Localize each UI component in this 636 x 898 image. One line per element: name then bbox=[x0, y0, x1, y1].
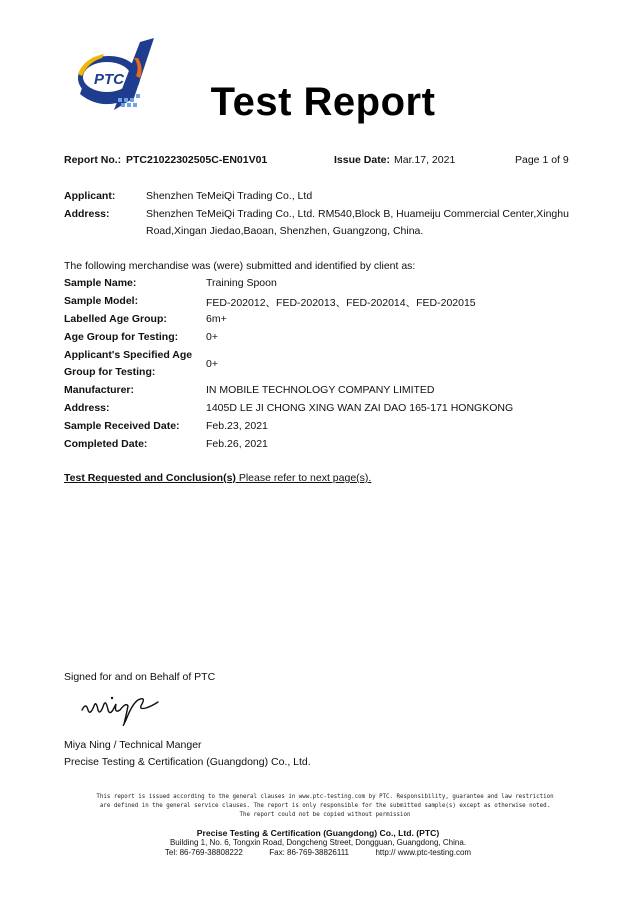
field-value: 0+ bbox=[206, 331, 218, 343]
footer-fax: Fax: 86-769-38826111 bbox=[269, 848, 349, 857]
disclaimer bbox=[60, 793, 590, 820]
field-label-continued: Group for Testing: bbox=[64, 366, 156, 378]
report-no-value: PTC21022302505C-EN01V01 bbox=[126, 154, 268, 166]
field-value: Feb.23, 2021 bbox=[206, 420, 268, 432]
footer bbox=[0, 828, 636, 858]
logo-text: PTC bbox=[94, 71, 124, 88]
page-title: Test Report bbox=[210, 80, 436, 124]
field-value: 6m+ bbox=[206, 313, 227, 325]
conclusion-line bbox=[64, 472, 371, 484]
field-label: Age Group for Testing: bbox=[64, 331, 179, 343]
signer-name: Miya Ning / Technical Manger bbox=[64, 739, 202, 751]
disclaimer-line: are defined in the general service clauses. The report is only responsible for the submitted sample(s) except as otherwise noted. bbox=[99, 803, 551, 809]
field-value: 1405D LE JI CHONG XING WAN ZAI DAO 165-171 HONGKONG bbox=[206, 402, 514, 414]
conclusion-text: Please refer to next page(s). bbox=[235, 472, 372, 484]
issue-date-value: Mar.17, 2021 bbox=[394, 154, 456, 166]
field-value: Feb.26, 2021 bbox=[206, 438, 268, 450]
report-no-label: Report No.: bbox=[64, 154, 122, 166]
intro-text: The following merchandise was (were) submitted and identified by client as: bbox=[64, 260, 416, 272]
applicant-label: Applicant: bbox=[64, 190, 116, 202]
field-value: FED-202012、FED-202013、FED-202014、FED-202015 bbox=[206, 297, 476, 309]
field-label: Address: bbox=[64, 402, 110, 414]
field-label: Sample Name: bbox=[64, 277, 137, 289]
footer-web[interactable]: http:// www.ptc-testing.com bbox=[375, 848, 472, 857]
field-label: Sample Received Date: bbox=[64, 420, 180, 432]
footer-address: Building 1, No. 6, Tongxin Road, Dongcheng Street, Dongguan, Guangdong, China. bbox=[169, 838, 467, 847]
issue-date-label: Issue Date: bbox=[334, 154, 391, 166]
field-value: 0+ bbox=[206, 358, 218, 370]
applicant-address-label: Address: bbox=[64, 208, 110, 220]
conclusion-label: Test Requested and Conclusion(s) bbox=[64, 472, 236, 484]
disclaimer-line: The report could not be copied without permission bbox=[239, 812, 411, 818]
disclaimer-line: This report is issued according to the general clauses in www.ptc-testing.com by PTC. Responsibility, guarantee and law restriction bbox=[96, 794, 554, 800]
applicant-address-line1: Shenzhen TeMeiQi Trading Co., Ltd. RM540,Block B, Huameiju Commercial Center,Xinghu bbox=[146, 208, 569, 220]
applicant-address-line2: Road,Xingan Jiedao,Baoan, Shenzhen, Guangzong, China. bbox=[146, 225, 424, 237]
footer-contact bbox=[0, 848, 636, 858]
signed-for-text: Signed for and on Behalf of PTC bbox=[64, 671, 216, 683]
applicant-value: Shenzhen TeMeiQi Trading Co., Ltd bbox=[146, 190, 313, 202]
field-value: Training Spoon bbox=[206, 277, 277, 289]
field-label: Completed Date: bbox=[64, 438, 148, 450]
field-label: Manufacturer: bbox=[64, 384, 135, 396]
page-number: Page 1 of 9 bbox=[515, 154, 569, 166]
handwritten-signature bbox=[76, 680, 166, 728]
signer-company: Precise Testing & Certification (Guangdong) Co., Ltd. bbox=[64, 756, 311, 768]
field-label: Labelled Age Group: bbox=[64, 313, 167, 325]
field-value: IN MOBILE TECHNOLOGY COMPANY LIMITED bbox=[206, 384, 435, 396]
field-label: Sample Model: bbox=[64, 295, 139, 307]
footer-company: Precise Testing & Certification (Guangdong) Co., Ltd. (PTC) bbox=[196, 828, 440, 838]
field-label: Applicant's Specified Age bbox=[64, 349, 193, 361]
footer-tel: Tel: 86-769-38808222 bbox=[164, 848, 243, 857]
